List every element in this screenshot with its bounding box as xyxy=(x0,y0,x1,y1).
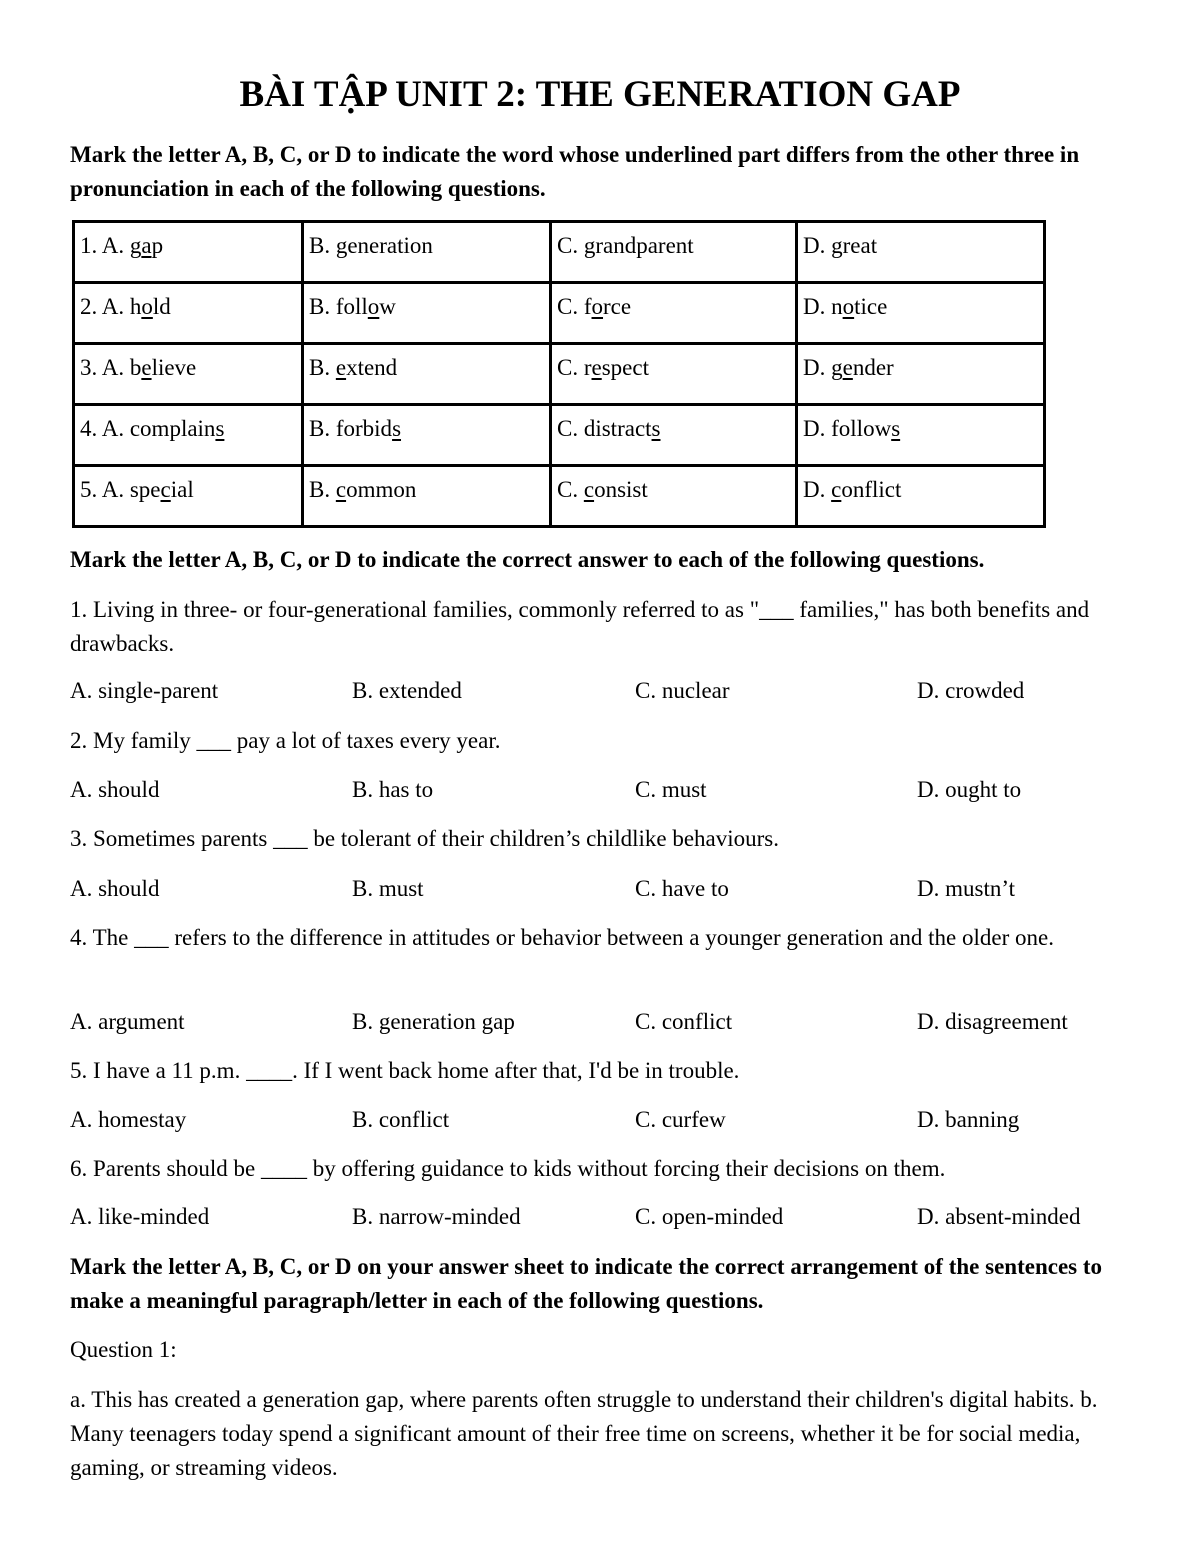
section1-instruction: Mark the letter A, B, C, or D to indicate the word whose underlined part differs from the other three in pronunciation in each of the following questions. xyxy=(70,142,1080,201)
option-a: A. single-parent xyxy=(70,678,219,703)
option-c: C. nuclear xyxy=(635,678,730,703)
word-prefix: C. xyxy=(557,477,584,502)
option-a: A. homestay xyxy=(70,1107,187,1132)
word-prefix: D. xyxy=(803,477,832,502)
underlined-letters: o xyxy=(591,294,604,319)
option-c: C. curfew xyxy=(635,1107,726,1132)
option-b: B. extended xyxy=(352,678,462,703)
option-b: B. has to xyxy=(352,777,434,802)
question-text: 6. Parents should be ____ by offering guidance to kids without forcing their decisions on them. xyxy=(70,1156,946,1181)
underlined-letters: g xyxy=(583,233,596,258)
word-part: eneration xyxy=(347,233,433,258)
word-part: onsist xyxy=(594,477,648,502)
underlined-letters: e xyxy=(335,355,347,380)
option-d: D. absent-minded xyxy=(917,1204,1081,1229)
word-part: tice xyxy=(854,294,888,319)
table-cell xyxy=(74,344,303,405)
page-title: BÀI TẬP UNIT 2: THE GENERATION GAP xyxy=(239,74,961,115)
section3-instruction: Mark the letter A, B, C, or D on your answer sheet to indicate the correct arrangement of the sentences to make a meaningful paragraph/letter in each of the following questions. xyxy=(70,1254,1103,1313)
section2-instruction: Mark the letter A, B, C, or D to indicate the correct answer to each of the following questions. xyxy=(70,547,985,572)
question-label: Question 1: xyxy=(70,1337,177,1362)
word-part: f xyxy=(583,294,592,319)
option-c: C. must xyxy=(635,777,707,802)
word-prefix: D. xyxy=(803,355,832,380)
underlined-letters: o xyxy=(842,294,855,319)
word-part: ial xyxy=(170,477,194,502)
question-text: 2. My family ___ pay a lot of taxes every year. xyxy=(70,728,501,753)
word-prefix: 3. A. xyxy=(80,355,130,380)
option-c: C. conflict xyxy=(635,1009,733,1034)
option-a: A. should xyxy=(70,777,160,802)
table-cell xyxy=(551,405,797,466)
word-prefix: D. xyxy=(803,233,832,258)
underlined-letters: c xyxy=(160,477,171,502)
word-part: g xyxy=(831,355,843,380)
word-prefix: C. xyxy=(557,233,584,258)
table-cell xyxy=(551,222,797,283)
table-cell xyxy=(797,344,1045,405)
table-cell xyxy=(303,283,551,344)
underlined-letters: c xyxy=(335,477,347,502)
underlined-letters: o xyxy=(141,294,153,319)
word-prefix: C. xyxy=(557,294,584,319)
option-d: D. ought to xyxy=(917,777,1022,802)
word-prefix: C. xyxy=(557,355,584,380)
underlined-letters: g xyxy=(831,233,843,258)
word-prefix: C. xyxy=(557,416,584,441)
underlined-letters: s xyxy=(392,416,402,441)
table-row xyxy=(74,405,1045,466)
word-part: forbid xyxy=(335,416,393,441)
word-prefix: 1. A. xyxy=(80,233,130,258)
underlined-letters: a xyxy=(141,233,152,258)
pronunciation-table xyxy=(72,220,1046,528)
word-part: complain xyxy=(129,416,216,441)
table-cell xyxy=(74,283,303,344)
word-prefix: D. xyxy=(803,416,832,441)
option-c: C. have to xyxy=(635,876,729,901)
word-part: b xyxy=(129,355,142,380)
word-part: w xyxy=(379,294,396,319)
answer-options xyxy=(70,1005,1130,1039)
word-part: follow xyxy=(831,416,892,441)
option-a: A. like-minded xyxy=(70,1204,210,1229)
underlined-letters: c xyxy=(831,477,842,502)
word-part: xtend xyxy=(346,355,398,380)
answer-options xyxy=(70,872,1130,906)
underlined-letters: g xyxy=(335,233,348,258)
word-prefix: B. xyxy=(309,416,336,441)
option-d: D. disagreement xyxy=(917,1009,1068,1034)
word-prefix: B. xyxy=(309,477,336,502)
option-b: B. narrow-minded xyxy=(352,1204,521,1229)
table-cell xyxy=(303,222,551,283)
word-prefix: D. xyxy=(803,294,832,319)
table-cell xyxy=(551,344,797,405)
word-part: nder xyxy=(852,355,894,380)
word-part: p xyxy=(151,233,164,258)
underlined-letters: e xyxy=(842,355,853,380)
table-cell xyxy=(74,405,303,466)
table-row xyxy=(74,283,1045,344)
underlined-letters: o xyxy=(367,294,380,319)
underlined-letters: s xyxy=(215,416,225,441)
table-row xyxy=(74,466,1045,527)
underlined-letters: c xyxy=(583,477,595,502)
word-prefix: 2. A. xyxy=(80,294,130,319)
option-a: A. should xyxy=(70,876,160,901)
table-cell xyxy=(797,283,1045,344)
table-cell xyxy=(797,222,1045,283)
table-cell xyxy=(303,405,551,466)
underlined-letters: s xyxy=(891,416,901,441)
option-c: C. open-minded xyxy=(635,1204,784,1229)
option-d: D. mustn’t xyxy=(917,876,1015,901)
word-part: reat xyxy=(842,233,878,258)
word-prefix: B. xyxy=(309,355,336,380)
word-part: onflict xyxy=(841,477,902,502)
question-text: 5. I have a 11 p.m. ____. If I went back home after that, I'd be in trouble. xyxy=(70,1058,740,1083)
option-a: A. argument xyxy=(70,1009,185,1034)
word-part: r xyxy=(583,355,592,380)
word-prefix: 5. A. xyxy=(80,477,130,502)
word-part: foll xyxy=(335,294,368,319)
word-prefix: B. xyxy=(309,294,336,319)
option-d: D. crowded xyxy=(917,678,1025,703)
underlined-letters: e xyxy=(141,355,152,380)
underlined-letters: s xyxy=(651,416,661,441)
answer-options xyxy=(70,1103,1130,1137)
question-text: 4. The ___ refers to the difference in attitudes or behavior between a younger generation and the older one. xyxy=(70,925,1054,950)
word-part: ommon xyxy=(346,477,417,502)
word-part: h xyxy=(129,294,142,319)
word-part: ld xyxy=(152,294,171,319)
option-b: B. conflict xyxy=(352,1107,450,1132)
answer-options xyxy=(70,674,1130,708)
table-row xyxy=(74,222,1045,283)
word-part: spect xyxy=(601,355,649,380)
question-text: 1. Living in three- or four-generational families, commonly referred to as "___ families," has both benefits and drawbacks. xyxy=(70,597,1090,656)
table-row xyxy=(74,344,1045,405)
table-cell xyxy=(797,466,1045,527)
table-cell xyxy=(74,222,303,283)
word-prefix: 4. A. xyxy=(80,416,130,441)
word-part: g xyxy=(129,233,142,258)
table-cell xyxy=(551,283,797,344)
arrangement-passage: a. This has created a generation gap, where parents often struggle to understand their children's digital habits. b. Many teenagers today spend a significant amount of their free time on screens, whether it be for social media, gaming, or streaming videos. xyxy=(70,1387,1098,1480)
word-prefix: B. xyxy=(309,233,336,258)
table-cell xyxy=(551,466,797,527)
word-part: n xyxy=(831,294,843,319)
option-b: B. must xyxy=(352,876,424,901)
question-text: 3. Sometimes parents ___ be tolerant of their children’s childlike behaviours. xyxy=(70,826,779,851)
underlined-letters: e xyxy=(591,355,602,380)
table-cell xyxy=(797,405,1045,466)
answer-options xyxy=(70,1200,1130,1234)
table-cell xyxy=(303,344,551,405)
option-b: B. generation gap xyxy=(352,1009,515,1034)
word-part: lieve xyxy=(151,355,197,380)
table-cell xyxy=(74,466,303,527)
word-part: randparent xyxy=(595,233,694,258)
answer-options xyxy=(70,773,1130,807)
word-part: rce xyxy=(603,294,632,319)
word-part: distract xyxy=(583,416,652,441)
table-cell xyxy=(303,466,551,527)
option-d: D. banning xyxy=(917,1107,1020,1132)
word-part: spe xyxy=(129,477,161,502)
